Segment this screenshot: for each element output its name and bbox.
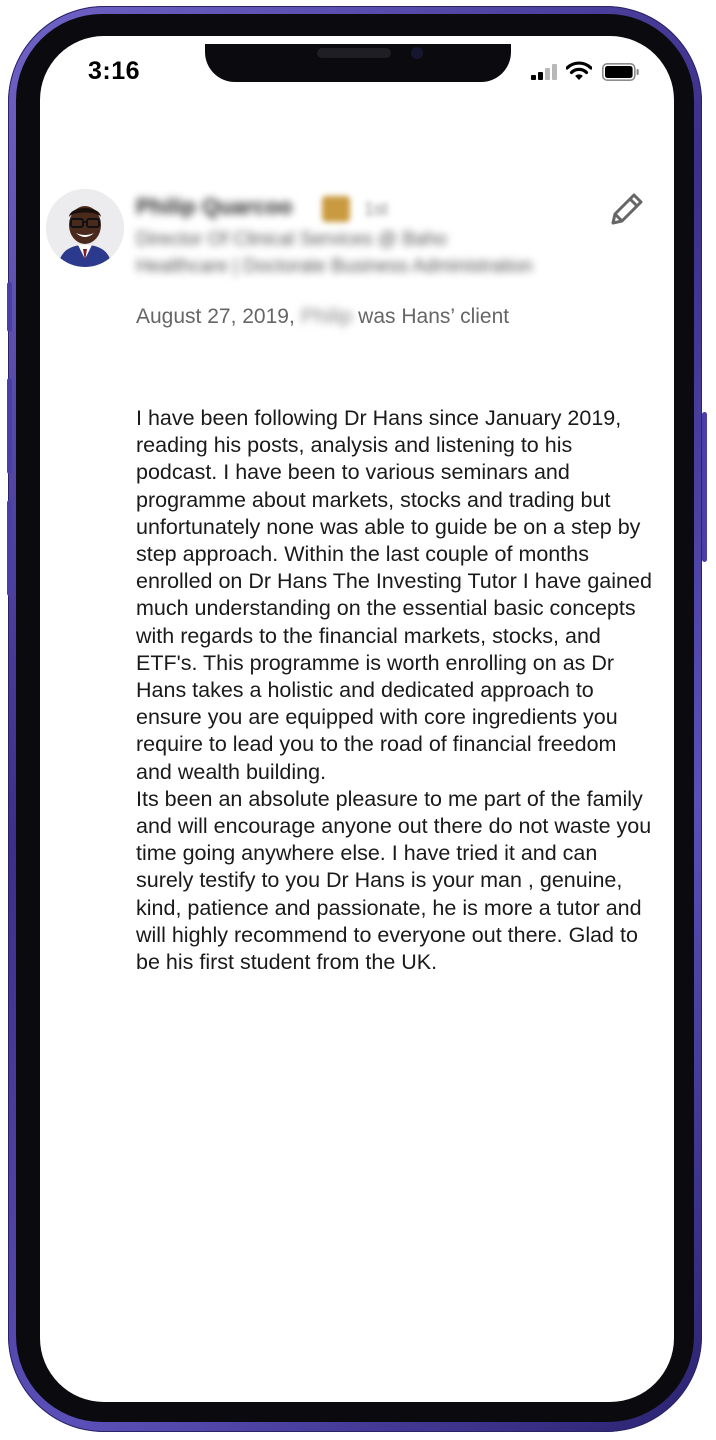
- author-avatar[interactable]: [46, 189, 124, 267]
- relation-text: was Hans’ client: [358, 305, 510, 328]
- earpiece-speaker: [317, 48, 391, 58]
- review-paragraph: I have been following Dr Hans since January 2019, reading his posts, analysis and listening to his podcast. I have been to various seminars and programme about markets, stocks and trading but unfortunately none was able to guide be on a step by step approach. Within the last couple of months enrolled on Dr Hans The Investing Tutor I have gained much understanding on the essential basic concepts with regards to the financial markets, stocks, and ETF's. This programme is worth enrolling on as Dr Hans takes a holistic and dedicated approach to ensure you are equipped with core ingredients you require to lead you to the road of financial freedom and wealth building.: [136, 406, 652, 784]
- wifi-icon: [566, 61, 592, 81]
- status-time: 3:16: [88, 57, 141, 85]
- recommendation-date: August 27, 2019,: [136, 305, 295, 328]
- edit-pencil-icon[interactable]: [606, 190, 646, 230]
- author-headline: Director Of Clinical Services @ Baho Healthcare | Doctorate Business Administration: [136, 229, 533, 277]
- recommendation-meta: [136, 305, 509, 329]
- premium-badge-icon: [322, 196, 350, 222]
- review-paragraph: Its been an absolute pleasure to me part of the family and will encourage anyone out there do not waste you time going anywhere else. I have tried it and can surely testify to you Dr Hans is your man , genuine, kind, patience and passionate, he is more a tutor and will highly recommend to everyone out there. Glad to be his first student from the UK.: [136, 786, 652, 975]
- author-name[interactable]: Philip Quarcoo: [136, 194, 293, 219]
- volume-up-button: [7, 378, 12, 474]
- recommendation-text: [136, 405, 656, 976]
- avatar-portrait: [46, 189, 124, 267]
- battery-icon: [602, 63, 640, 81]
- front-camera: [411, 47, 423, 59]
- relation-name: Philip: [300, 305, 353, 328]
- connection-degree: 1st: [364, 199, 389, 219]
- power-button: [702, 412, 707, 562]
- cellular-signal-icon: [531, 64, 559, 80]
- volume-down-button: [7, 500, 12, 596]
- silent-switch: [7, 282, 12, 332]
